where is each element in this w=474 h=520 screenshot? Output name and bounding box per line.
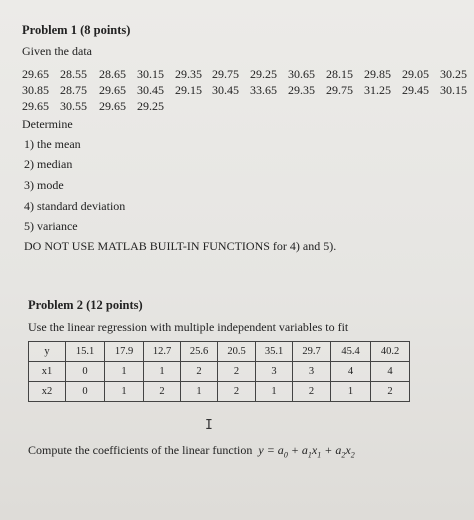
- table-row: [29, 362, 410, 382]
- table-cell: 3: [256, 362, 293, 382]
- data-value: 30.65: [288, 67, 315, 81]
- data-value: 33.65: [250, 83, 277, 97]
- table-cell: 40.2: [371, 342, 410, 362]
- data-value: 28.55: [60, 67, 87, 81]
- data-value: 31.25: [364, 83, 391, 97]
- data-values: [22, 66, 470, 114]
- table-cell: 1: [105, 382, 144, 402]
- data-row: [22, 82, 470, 98]
- table-cell: 1: [105, 362, 144, 382]
- table-cell: 1: [181, 382, 218, 402]
- table-cell: 2: [293, 382, 331, 402]
- table-cell: 4: [371, 362, 410, 382]
- data-value: 29.65: [99, 99, 126, 113]
- data-value: 29.85: [364, 67, 391, 81]
- data-value: 29.65: [22, 67, 49, 81]
- table-cell: 1: [256, 382, 293, 402]
- task-median: 2) median: [24, 157, 73, 171]
- data-value: 29.05: [402, 67, 429, 81]
- table-cell: 3: [293, 362, 331, 382]
- table-cell: 0: [66, 362, 105, 382]
- regression-data-table: [28, 341, 410, 402]
- table-cell: 20.5: [218, 342, 256, 362]
- table-cell: 35.1: [256, 342, 293, 362]
- data-value: 29.15: [175, 83, 202, 97]
- data-row: [22, 66, 470, 82]
- table-cell: 2: [371, 382, 410, 402]
- table-cell: 17.9: [105, 342, 144, 362]
- matlab-note: DO NOT USE MATLAB BUILT-IN FUNCTIONS for 4) and 5).: [24, 239, 337, 253]
- table-row: [29, 342, 410, 362]
- data-value: 30.45: [212, 83, 239, 97]
- data-value: 28.15: [326, 67, 353, 81]
- table-cell: 2: [218, 382, 256, 402]
- problem-1-title: Problem 1 (8 points): [22, 23, 131, 37]
- table-cell: 0: [66, 382, 105, 402]
- linear-function-formula: $y = a_0 + a_1x_1 + a_2x_2$: [255, 443, 355, 460]
- determine-label: Determine: [22, 117, 73, 131]
- data-value: 29.25: [250, 67, 277, 81]
- table-cell: 1: [331, 382, 371, 402]
- data-value: 30.15: [137, 67, 164, 81]
- row-header-cell: x1: [29, 362, 66, 382]
- data-value: 30.45: [137, 83, 164, 97]
- data-value: 29.75: [326, 83, 353, 97]
- data-value: 29.35: [175, 67, 202, 81]
- table-cell: 2: [144, 382, 181, 402]
- text-cursor-icon: I: [205, 418, 213, 433]
- row-header-cell: y: [29, 342, 66, 362]
- data-row: [22, 98, 470, 114]
- table-cell: 2: [181, 362, 218, 382]
- table-cell: 45.4: [331, 342, 371, 362]
- data-value: 29.45: [402, 83, 429, 97]
- table-cell: 4: [331, 362, 371, 382]
- table-cell: 25.6: [181, 342, 218, 362]
- data-value: 29.75: [212, 67, 239, 81]
- regression-instruction: Use the linear regression with multiple independent variables to fit: [28, 320, 349, 334]
- task-variance: 5) variance: [24, 219, 78, 233]
- data-value: 28.75: [60, 83, 87, 97]
- table-row: [29, 382, 410, 402]
- data-value: 28.65: [99, 67, 126, 81]
- data-value: 30.85: [22, 83, 49, 97]
- task-std-dev: 4) standard deviation: [24, 199, 126, 213]
- table-cell: 12.7: [144, 342, 181, 362]
- data-value: 29.35: [288, 83, 315, 97]
- row-header-cell: x2: [29, 382, 66, 402]
- data-value: 29.25: [137, 99, 164, 113]
- compute-label: Compute the coefficients of the linear function: [28, 443, 253, 457]
- task-mean: 1) the mean: [24, 137, 81, 151]
- problem-2-title: Problem 2 (12 points): [28, 298, 143, 312]
- table-cell: 15.1: [66, 342, 105, 362]
- data-value: 30.55: [60, 99, 87, 113]
- given-data-label: Given the data: [22, 44, 92, 58]
- table-cell: 29.7: [293, 342, 331, 362]
- data-value: 30.15: [440, 83, 467, 97]
- data-value: 29.65: [99, 83, 126, 97]
- task-mode: 3) mode: [24, 178, 64, 192]
- data-value: 29.65: [22, 99, 49, 113]
- table-cell: 1: [144, 362, 181, 382]
- data-value: 30.25: [440, 67, 467, 81]
- table-cell: 2: [218, 362, 256, 382]
- compute-coefficients-text: [28, 443, 355, 459]
